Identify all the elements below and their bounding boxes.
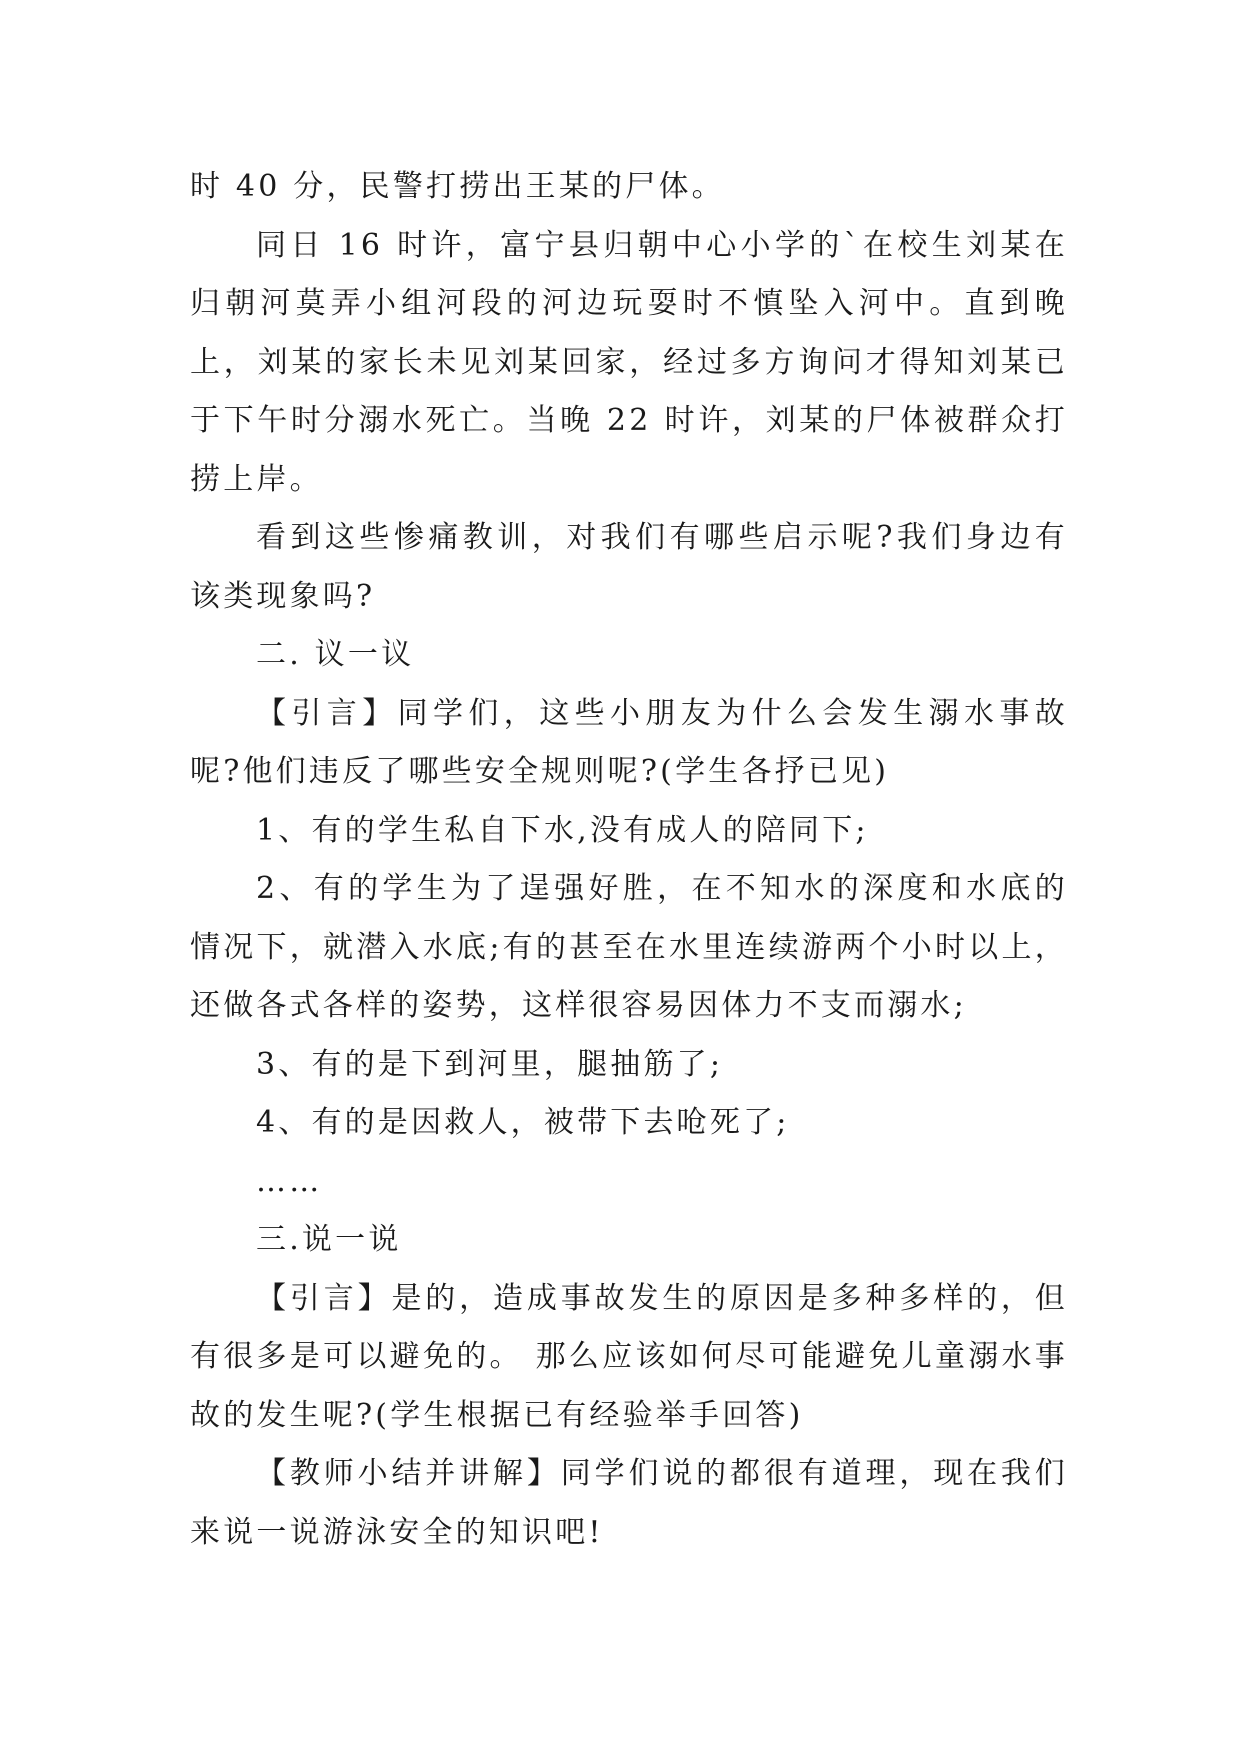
section-heading-2: 二. 议一议 (256, 637, 415, 672)
paragraph-summary: 【教师小结并讲解】同学们说的都很有道理，现在我们来说一说游泳安全的知识吧! (190, 1456, 1068, 1550)
list-item-3: 3、有的是下到河里，腿抽筋了; (256, 1046, 724, 1082)
list-item-1: 1、有的学生私自下水,没有成人的陪同下; (256, 812, 869, 848)
list-item-4: 4、有的是因救人，被带下去呛死了; (256, 1105, 790, 1140)
paragraph-intro-2: 【引言】是的，造成事故发生的原因是多种多样的，但有很多是可以避免的。 那么应该如何尽可能避免儿童溺水事故的发生呢?(学生根据已有经验举手回答) (190, 1280, 1068, 1433)
ellipsis-line: …… (256, 1163, 323, 1199)
paragraph-2: 同日 16 时许，富宁县归朝中心小学的`在校生刘某在归朝河莫弄小组河段的河边玩耍时不慎坠入河中。直到晚上，刘某的家长未见刘某回家，经过多方询问才得知刘某已于下午时分溺水死亡。当晚 22 时许，刘某的尸体被群众打捞上岸。 (190, 227, 1068, 497)
document-body (190, 158, 1068, 1562)
list-item-2: 2、有的学生为了逞强好胜，在不知水的深度和水底的情况下，就潜入水底;有的甚至在水里连续游两个小时以上，还做各式各样的姿势，这样很容易因体力不支而溺水; (190, 871, 1068, 1023)
paragraph-3: 看到这些惨痛教训，对我们有哪些启示呢?我们身边有该类现象吗? (190, 520, 1068, 614)
paragraph-1: 时 40 分，民警打捞出王某的尸体。 (190, 169, 725, 204)
section-heading-3: 三.说一说 (256, 1222, 402, 1257)
paragraph-intro-1: 【引言】同学们，这些小朋友为什么会发生溺水事故呢?他们违反了哪些安全规则呢?(学生各抒已见) (190, 695, 1068, 789)
